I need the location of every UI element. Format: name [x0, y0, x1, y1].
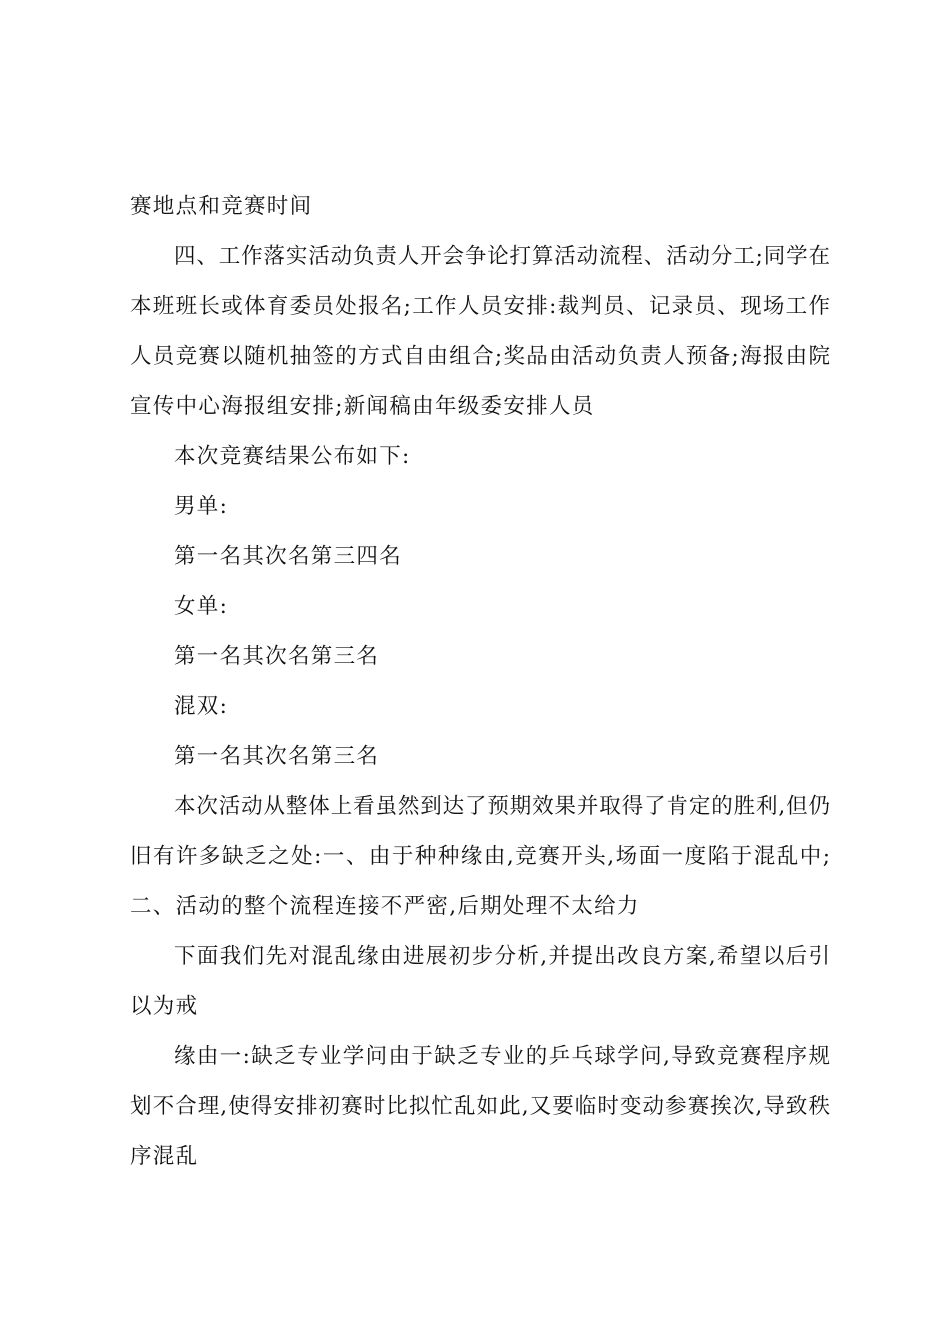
- summary-line-1: 本次活动从整体上看虽然到达了预期效果并取得了肯定的胜利,但仍: [174, 794, 830, 819]
- analysis-line-1: 下面我们先对混乱缘由进展初步分析,并提出改良方案,希望以后引: [174, 944, 830, 969]
- mens-singles-ranks: 第一名其次名第三四名: [174, 544, 403, 569]
- analysis-line-2: 以为戒: [130, 994, 199, 1019]
- paragraph-4-line-2: 本班班长或体育委员处报名;工作人员安排:裁判员、记录员、现场工作: [130, 294, 830, 319]
- summary-line-3: 二、活动的整个流程连接不严密,后期处理不太给力: [130, 894, 640, 919]
- text-line-1: 赛地点和竞赛时间: [130, 194, 313, 219]
- reason-one-line-2: 划不合理,使得安排初赛时比拟忙乱如此,又要临时变动参赛挨次,导致秩: [130, 1094, 830, 1119]
- reason-one-line-3: 序混乱: [130, 1144, 199, 1169]
- paragraph-4-line-4: 宣传中心海报组安排;新闻稿由年级委安排人员: [130, 394, 595, 419]
- paragraph-4-line-3: 人员竞赛以随机抽签的方式自由组合;奖品由活动负责人预备;海报由院: [130, 344, 830, 369]
- mixed-doubles-label: 混双:: [174, 694, 229, 719]
- womens-singles-label: 女单:: [174, 594, 229, 619]
- womens-singles-ranks: 第一名其次名第三名: [174, 644, 380, 669]
- mens-singles-label: 男单:: [174, 494, 229, 519]
- results-heading: 本次竞赛结果公布如下:: [174, 444, 411, 469]
- summary-line-2: 旧有许多缺乏之处:一、由于种种缘由,竞赛开头,场面一度陷于混乱中;: [130, 844, 830, 869]
- paragraph-4-line-1: 四、工作落实活动负责人开会争论打算活动流程、活动分工;同学在: [174, 244, 830, 269]
- reason-one-line-1: 缘由一:缺乏专业学问由于缺乏专业的乒乓球学问,导致竞赛程序规: [174, 1044, 830, 1069]
- mixed-doubles-ranks: 第一名其次名第三名: [174, 744, 380, 769]
